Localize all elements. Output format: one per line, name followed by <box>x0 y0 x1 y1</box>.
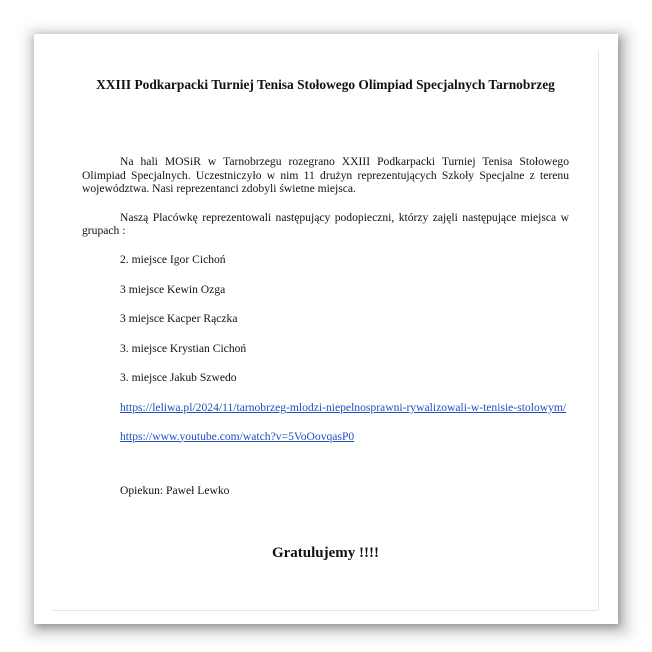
result-item-4: 3. miejsce Krystian Cichoń <box>120 341 247 355</box>
result-item-5: 3. miejsce Jakub Szwedo <box>120 371 237 385</box>
result-item-2: 3 miejsce Kewin Ozga <box>120 282 226 296</box>
congratulations-text: Gratulujemy !!!! <box>271 544 380 561</box>
document-content <box>82 77 569 562</box>
result-item-1: 2. miejsce Igor Cichoń <box>120 252 226 266</box>
participants-paragraph: Naszą Placówkę reprezentowali następujący podopieczni, którzy zajęli następujące miejsca w grupach : <box>82 210 569 238</box>
intro-paragraph: Na hali MOSiR w Tarnobrzegu rozegrano XXIII Podkarpacki Turniej Tenisa Stołowego Olimpiad Specjalnych. Uczestniczyło w nim 11 drużyn reprezentujących Szkoły Specjalne z terenu województwa. Nasi reprezentanci zdobyli świetne miejsca. <box>82 155 569 196</box>
document-page <box>52 50 599 611</box>
article-link-paragraph <box>82 401 569 415</box>
result-item-3: 3 miejsce Kacper Rączka <box>120 312 238 326</box>
video-link-paragraph <box>82 430 569 444</box>
document-title: XXIII Podkarpacki Turniej Tenisa Stołowego Olimpiad Specjalnych Tarnobrzeg <box>96 77 555 92</box>
guardian-line: Opiekun: Paweł Lewko <box>120 484 230 498</box>
article-link[interactable]: https://leliwa.pl/2024/11/tarnobrzeg-mlodzi-niepelnosprawni-rywalizowali-w-tenisie-stolowym/ <box>120 400 567 414</box>
youtube-link[interactable]: https://www.youtube.com/watch?v=5VoOovqasP0 <box>120 429 355 443</box>
